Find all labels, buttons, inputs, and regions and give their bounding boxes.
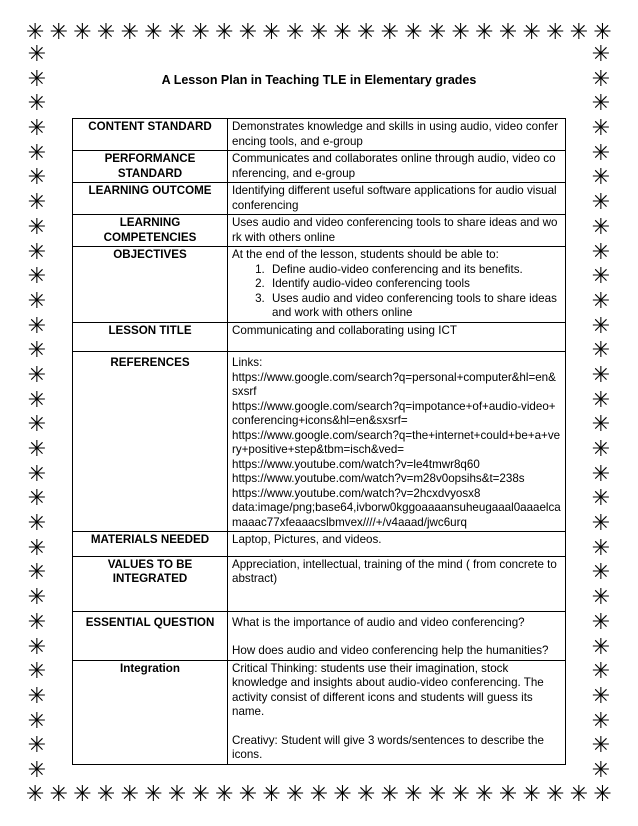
border-asterisk-icon: ✳ [27, 91, 47, 117]
border-asterisk-icon: ✳ [238, 782, 258, 807]
border-asterisk-icon: ✳ [49, 782, 69, 807]
learning-outcome-label: LEARNING OUTCOME [73, 183, 228, 215]
border-asterisk-icon: ✳ [593, 20, 612, 45]
reference-link[interactable]: https://www.youtube.com/watch?v=2hcxdvyosx8 [232, 486, 481, 500]
integration-label: Integration [73, 660, 228, 764]
values-value: Appreciation, intellectual, training of the mind ( from concrete to abstract) [228, 556, 566, 611]
border-asterisk-icon: ✳ [191, 782, 210, 807]
table-row [73, 247, 566, 323]
border-asterisk-icon: ✳ [27, 387, 47, 413]
objectives-label: OBJECTIVES [73, 247, 228, 323]
border-asterisk-icon: ✳ [27, 757, 47, 783]
border-asterisk-icon: ✳ [27, 609, 47, 635]
lesson-plan-table [72, 118, 566, 765]
border-asterisk-icon: ✳ [262, 20, 281, 45]
border-asterisk-icon: ✳ [451, 20, 470, 45]
border-asterisk-icon: ✳ [591, 313, 611, 339]
table-row [73, 322, 566, 352]
objectives-intro: At the end of the lesson, students should be able to: [232, 248, 499, 261]
border-asterisk-icon: ✳ [167, 20, 187, 45]
border-asterisk-icon: ✳ [27, 362, 47, 388]
learning-competencies-value: Uses audio and video conferencing tools to share ideas and work with others online [228, 215, 566, 247]
border-asterisk-icon: ✳ [591, 140, 611, 166]
border-asterisk-icon: ✳ [286, 20, 305, 45]
integration-value [228, 660, 566, 764]
references-value [228, 352, 566, 532]
border-asterisk-icon: ✳ [27, 634, 47, 660]
border-asterisk-icon: ✳ [27, 66, 47, 92]
border-asterisk-icon: ✳ [262, 782, 281, 807]
border-asterisk-icon: ✳ [73, 782, 92, 807]
border-asterisk-icon: ✳ [591, 66, 611, 92]
objectives-value [228, 247, 566, 323]
border-asterisk-icon: ✳ [591, 214, 611, 240]
border-asterisk-icon: ✳ [238, 20, 258, 45]
border-asterisk-icon: ✳ [591, 387, 611, 413]
border-asterisk-icon: ✳ [591, 609, 611, 635]
border-asterisk-icon: ✳ [591, 486, 611, 512]
lesson-title-value: Communicating and collaborating using ICT [228, 322, 566, 352]
border-asterisk-icon: ✳ [27, 140, 47, 166]
border-asterisk-icon: ✳ [591, 190, 611, 216]
border-asterisk-icon: ✳ [27, 535, 47, 561]
border-asterisk-icon: ✳ [27, 264, 47, 290]
content-standard-label: CONTENT STANDARD [73, 119, 228, 151]
content-standard-value: Demonstrates knowledge and skills in using audio, video conferencing tools, and e-group [228, 119, 566, 151]
border-asterisk-icon: ✳ [49, 20, 69, 45]
page-title: A Lesson Plan in Teaching TLE in Elementary grades [161, 73, 477, 87]
border-asterisk-icon: ✳ [27, 461, 47, 487]
border-asterisk-icon: ✳ [591, 634, 611, 660]
performance-standard-value: Communicates and collaborates online through audio, video conferencing, and e-group [228, 151, 566, 183]
essential-question-2: How does audio and video conferencing help the humanities? [232, 644, 549, 657]
border-asterisk-icon: ✳ [26, 20, 45, 45]
integration-paragraph-2: Creativy: Student will give 3 words/sentences to describe the icons. [232, 733, 544, 761]
border-right [586, 44, 616, 782]
border-asterisk-icon: ✳ [27, 437, 47, 462]
border-asterisk-icon: ✳ [591, 362, 611, 388]
border-asterisk-icon: ✳ [27, 239, 47, 265]
border-asterisk-icon: ✳ [27, 190, 47, 216]
border-asterisk-icon: ✳ [591, 338, 611, 364]
reference-link[interactable]: https://www.google.com/search?q=impotance+of+audio-video+conferencing+icons&hl=en&sxsrf= [232, 399, 556, 427]
border-asterisk-icon: ✳ [498, 20, 518, 45]
border-asterisk-icon: ✳ [120, 20, 139, 45]
border-asterisk-icon: ✳ [27, 733, 47, 759]
border-asterisk-icon: ✳ [591, 42, 611, 67]
essential-question-value [228, 611, 566, 660]
border-asterisk-icon: ✳ [27, 511, 47, 537]
border-asterisk-icon: ✳ [144, 782, 163, 807]
border-asterisk-icon: ✳ [309, 20, 329, 45]
border-asterisk-icon: ✳ [215, 782, 234, 807]
table-row [73, 119, 566, 151]
border-asterisk-icon: ✳ [27, 165, 47, 191]
border-asterisk-icon: ✳ [591, 239, 611, 265]
border-asterisk-icon: ✳ [27, 313, 47, 339]
border-asterisk-icon: ✳ [591, 461, 611, 487]
border-asterisk-icon: ✳ [96, 20, 116, 45]
border-asterisk-icon: ✳ [27, 116, 47, 142]
objective-item: 3. Uses audio and video conferencing tools to share ideas and work with others online [268, 292, 561, 321]
learning-outcome-value: Identifying different useful software applications for audio visual conferencing [228, 183, 566, 215]
materials-value: Laptop, Pictures, and videos. [228, 532, 566, 557]
border-asterisk-icon: ✳ [167, 782, 187, 807]
border-bottom [0, 780, 638, 810]
border-asterisk-icon: ✳ [591, 659, 611, 685]
border-asterisk-icon: ✳ [27, 288, 47, 314]
border-asterisk-icon: ✳ [593, 782, 612, 807]
integration-paragraph-1: Critical Thinking: students use their imagination, stock knowledge and insights about audio-video conferencing. The activity consist of different icons and students will guess its name. [232, 661, 544, 718]
border-asterisk-icon: ✳ [591, 683, 611, 709]
border-asterisk-icon: ✳ [27, 214, 47, 240]
border-asterisk-icon: ✳ [27, 585, 47, 611]
border-asterisk-icon: ✳ [522, 20, 541, 45]
border-asterisk-icon: ✳ [591, 116, 611, 142]
objective-item: 2. Identify audio-video conferencing tools [268, 277, 561, 292]
essential-question-label: ESSENTIAL QUESTION [73, 611, 228, 660]
border-asterisk-icon: ✳ [451, 782, 470, 807]
border-asterisk-icon: ✳ [591, 511, 611, 537]
references-heading: Links: [232, 356, 263, 369]
table-row [73, 556, 566, 611]
border-asterisk-icon: ✳ [591, 288, 611, 314]
border-asterisk-icon: ✳ [591, 535, 611, 561]
reference-link[interactable]: https://www.youtube.com/watch?v=m28v0opsihs&t=238s [232, 472, 525, 485]
border-asterisk-icon: ✳ [380, 20, 400, 45]
border-asterisk-icon: ✳ [27, 412, 47, 438]
references-label: REFERENCES [73, 352, 228, 532]
border-asterisk-icon: ✳ [591, 585, 611, 611]
border-asterisk-icon: ✳ [498, 782, 518, 807]
border-asterisk-icon: ✳ [27, 560, 47, 586]
border-asterisk-icon: ✳ [73, 20, 92, 45]
border-asterisk-icon: ✳ [591, 412, 611, 438]
border-asterisk-icon: ✳ [27, 708, 47, 734]
border-asterisk-icon: ✳ [591, 560, 611, 586]
border-asterisk-icon: ✳ [27, 659, 47, 685]
border-asterisk-icon: ✳ [356, 20, 376, 45]
values-label: VALUES TO BE INTEGRATED [73, 556, 228, 611]
table-row [73, 532, 566, 557]
border-asterisk-icon: ✳ [427, 782, 447, 807]
border-asterisk-icon: ✳ [27, 486, 47, 512]
border-asterisk-icon: ✳ [286, 782, 305, 807]
border-asterisk-icon: ✳ [591, 733, 611, 759]
reference-link[interactable]: data:image/png;base64,ivborw0kggoaaaansuheugaaal0aaaelcamaaac77xfeaaacslbmvex////+/v4aaad/jwc6urq [232, 501, 561, 529]
border-asterisk-icon: ✳ [591, 264, 611, 290]
border-asterisk-icon: ✳ [96, 782, 116, 807]
border-asterisk-icon: ✳ [475, 20, 494, 45]
border-asterisk-icon: ✳ [120, 782, 139, 807]
border-top [0, 18, 638, 48]
border-asterisk-icon: ✳ [144, 20, 163, 45]
table-row [73, 183, 566, 215]
table-row [73, 151, 566, 183]
border-asterisk-icon: ✳ [27, 42, 47, 67]
border-asterisk-icon: ✳ [27, 338, 47, 364]
border-asterisk-icon: ✳ [591, 91, 611, 117]
border-asterisk-icon: ✳ [333, 20, 352, 45]
border-asterisk-icon: ✳ [591, 165, 611, 191]
border-asterisk-icon: ✳ [333, 782, 352, 807]
reference-link[interactable]: https://www.youtube.com/watch?v=le4tmwr8q60 [232, 457, 480, 471]
border-asterisk-icon: ✳ [27, 683, 47, 709]
border-asterisk-icon: ✳ [591, 708, 611, 734]
border-asterisk-icon: ✳ [475, 782, 494, 807]
objectives-list [232, 263, 561, 321]
border-asterisk-icon: ✳ [191, 20, 210, 45]
reference-link[interactable]: https://www.google.com/search?q=the+internet+could+be+a+very+positive+step&tbm=isch&ved= [232, 428, 561, 456]
border-asterisk-icon: ✳ [569, 782, 589, 807]
border-asterisk-icon: ✳ [427, 20, 447, 45]
border-asterisk-icon: ✳ [591, 437, 611, 462]
border-asterisk-icon: ✳ [26, 782, 45, 807]
lesson-title-label: LESSON TITLE [73, 322, 228, 352]
border-asterisk-icon: ✳ [546, 20, 565, 45]
table-row [73, 215, 566, 247]
border-asterisk-icon: ✳ [404, 782, 423, 807]
border-asterisk-icon: ✳ [522, 782, 541, 807]
table-row [73, 352, 566, 532]
essential-question-1: What is the importance of audio and video conferencing? [232, 615, 525, 629]
table-row [73, 611, 566, 660]
border-asterisk-icon: ✳ [356, 782, 376, 807]
table-row [73, 660, 566, 764]
reference-link[interactable]: https://www.google.com/search?q=personal+computer&hl=en&sxsrf [232, 370, 556, 398]
border-asterisk-icon: ✳ [404, 20, 423, 45]
border-asterisk-icon: ✳ [380, 782, 400, 807]
materials-label: MATERIALS NEEDED [73, 532, 228, 557]
border-asterisk-icon: ✳ [215, 20, 234, 45]
objective-item: 1. Define audio-video conferencing and its benefits. [268, 263, 561, 278]
border-left [22, 44, 52, 782]
learning-competencies-label: LEARNING COMPETENCIES [73, 215, 228, 247]
performance-standard-label: PERFORMANCE STANDARD [73, 151, 228, 183]
border-asterisk-icon: ✳ [591, 757, 611, 783]
border-asterisk-icon: ✳ [309, 782, 329, 807]
border-asterisk-icon: ✳ [546, 782, 565, 807]
border-asterisk-icon: ✳ [569, 20, 589, 45]
